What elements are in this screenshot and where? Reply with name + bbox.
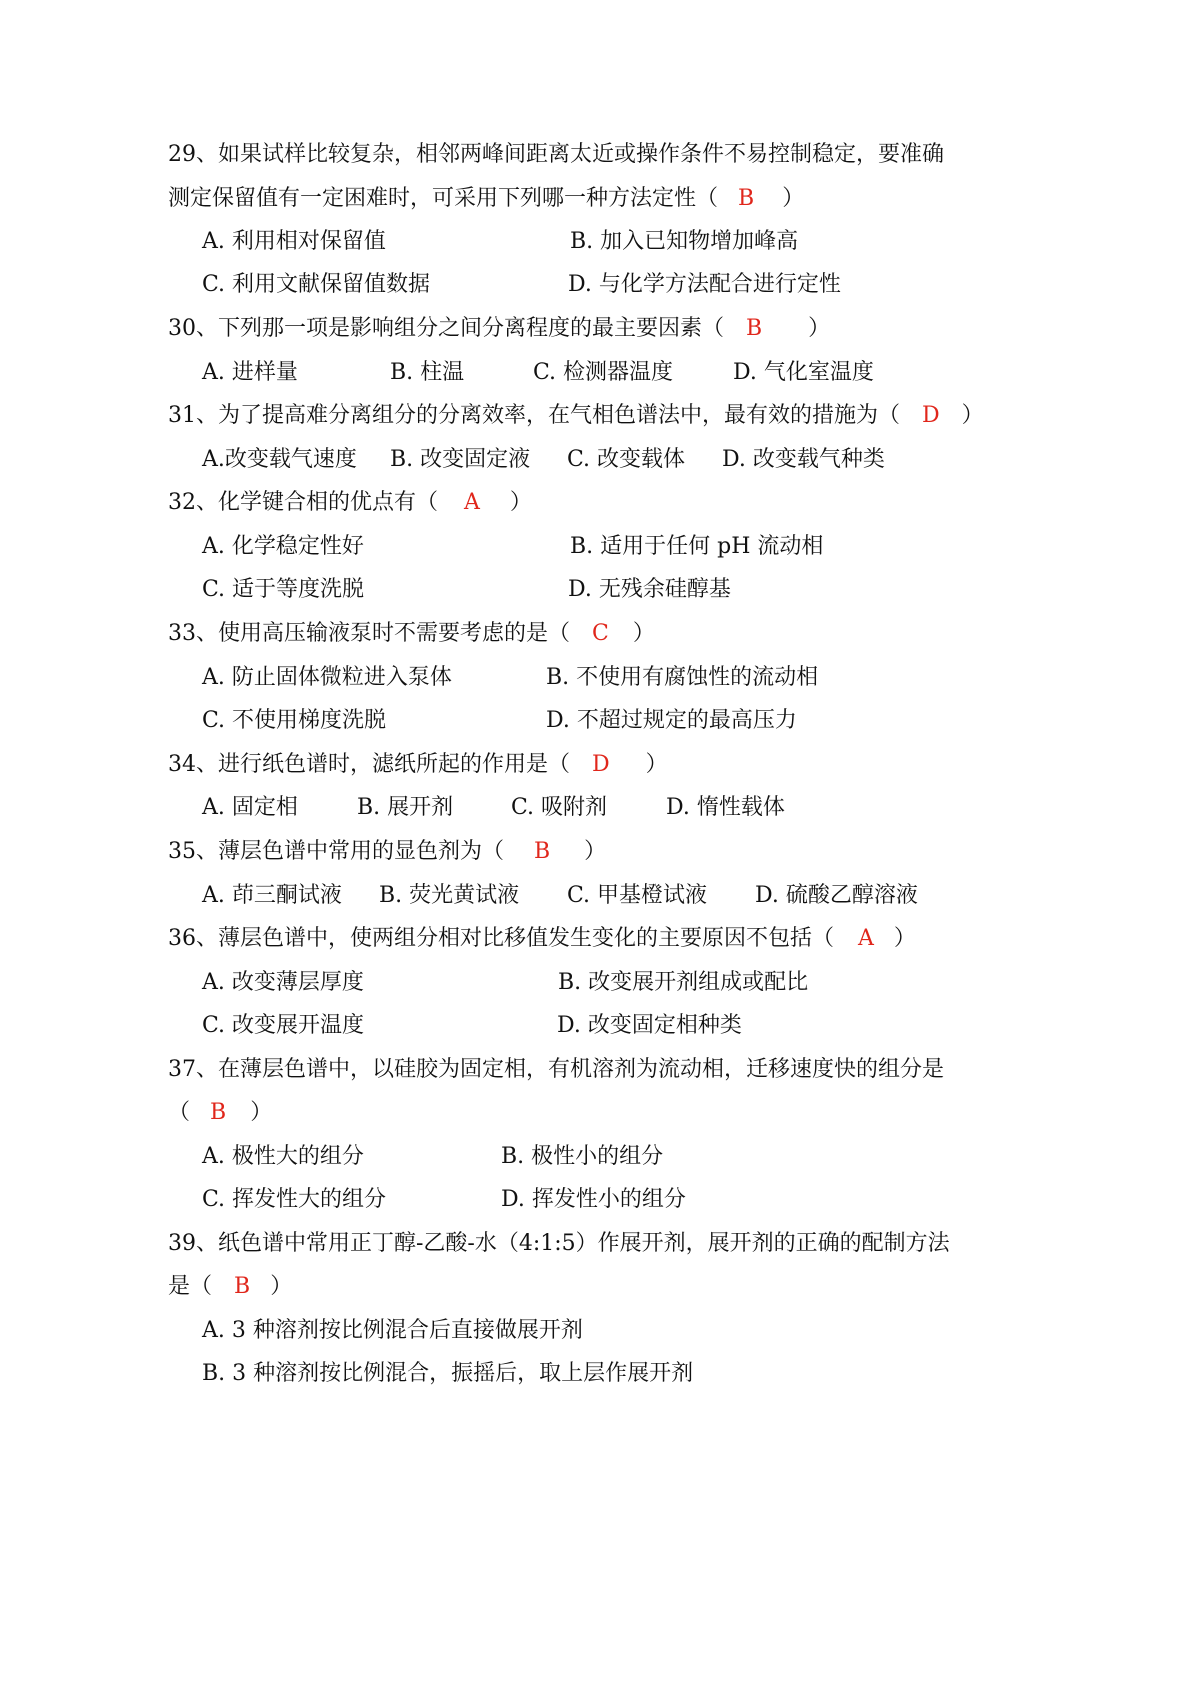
question-33-text: 33、使用高压输液泵时不需要考虑的是（ [168, 621, 570, 646]
question-39-close-paren: ） [270, 1274, 293, 1299]
question-32-option-d: D. 无残余硅醇基 [568, 577, 731, 602]
question-37-open-paren: （ [168, 1100, 191, 1125]
question-32-close-paren: ） [509, 490, 532, 515]
question-29-option-b: B. 加入已知物增加峰高 [570, 229, 799, 254]
question-37-close-paren: ） [250, 1100, 273, 1125]
question-37-options-row-1 [0, 1137, 1191, 1177]
question-31-close-paren: ） [961, 403, 984, 428]
question-31-option-a: A.改变载气速度 [202, 447, 357, 472]
question-29-option-c: C. 利用文献保留值数据 [202, 272, 431, 297]
question-29-line-2 [168, 179, 804, 219]
question-35-option-a: A. 茚三酮试液 [202, 883, 342, 908]
question-33-close-paren: ） [632, 621, 655, 646]
question-30-line [168, 309, 830, 349]
question-35-option-b: B. 荧光黄试液 [379, 883, 520, 908]
question-34-text: 34、进行纸色谱时，滤纸所起的作用是（ [168, 752, 570, 777]
question-31-options-row [0, 440, 1191, 480]
question-30-close-paren: ） [808, 316, 831, 341]
question-31-option-d: D. 改变载气种类 [722, 447, 885, 472]
question-39-text-cont: 是（ [168, 1274, 213, 1299]
question-36-option-c: C. 改变展开温度 [202, 1013, 365, 1038]
question-37-option-c: C. 挥发性大的组分 [202, 1187, 387, 1212]
question-29-options-row-1 [0, 222, 1191, 262]
question-30-option-b: B. 柱温 [390, 360, 465, 385]
question-33-option-d: D. 不超过规定的最高压力 [546, 708, 797, 733]
question-36-options-row-2 [0, 1006, 1191, 1046]
question-30-text: 30、下列那一项是影响组分之间分离程度的最主要因素（ [168, 316, 724, 341]
question-34-options-row [0, 788, 1191, 828]
question-33-option-a: A. 防止固体微粒进入泵体 [202, 665, 452, 690]
question-39-line-1 [168, 1224, 950, 1264]
question-34-option-d: D. 惰性载体 [666, 795, 785, 820]
question-39-option-b: B. 3 种溶剂按比例混合，振摇后，取上层作展开剂 [202, 1361, 694, 1386]
question-36-option-a: A. 改变薄层厚度 [202, 970, 364, 995]
question-37-option-b: B. 极性小的组分 [501, 1144, 664, 1169]
question-36-line [168, 919, 916, 959]
question-37-line-2 [168, 1093, 272, 1133]
question-34-answer: D [592, 752, 610, 777]
question-39-answer: B [234, 1274, 251, 1299]
question-34-close-paren: ） [645, 752, 668, 777]
question-33-line [168, 614, 655, 654]
question-34-option-c: C. 吸附剂 [511, 795, 608, 820]
question-33-answer: C [592, 621, 609, 646]
question-32-option-c: C. 适于等度洗脱 [202, 577, 365, 602]
question-30-option-c: C. 检测器温度 [533, 360, 674, 385]
question-39-option-a: A. 3 种溶剂按比例混合后直接做展开剂 [202, 1318, 583, 1343]
question-37-answer: B [210, 1100, 227, 1125]
question-34-option-b: B. 展开剂 [357, 795, 454, 820]
question-29-close-paren: ） [782, 186, 805, 211]
question-32-text: 32、化学键合相的优点有（ [168, 490, 438, 515]
question-32-option-a: A. 化学稳定性好 [202, 534, 364, 559]
question-30-answer: B [746, 316, 763, 341]
question-30-options-row [0, 353, 1191, 393]
question-32-options-row-2 [0, 570, 1191, 610]
question-36-options-row-1 [0, 963, 1191, 1003]
question-39-text: 39、纸色谱中常用正丁醇-乙酸-水（4:1:5）作展开剂，展开剂的正确的配制方法 [168, 1231, 950, 1256]
question-39-line-2 [168, 1267, 292, 1307]
question-29-text-cont: 测定保留值有一定困难时，可采用下列哪一种方法定性（ [168, 186, 719, 211]
question-32-answer: A [464, 490, 480, 515]
question-35-line [168, 832, 606, 872]
question-30-option-d: D. 气化室温度 [733, 360, 874, 385]
question-35-option-d: D. 硫酸乙醇溶液 [755, 883, 918, 908]
question-32-line [168, 483, 532, 523]
question-36-text: 36、薄层色谱中，使两组分相对比移值发生变化的主要原因不包括（ [168, 926, 834, 951]
question-29-option-d: D. 与化学方法配合进行定性 [568, 272, 841, 297]
question-34-line [168, 745, 668, 785]
question-33-options-row-2 [0, 701, 1191, 741]
question-29-option-a: A. 利用相对保留值 [202, 229, 386, 254]
question-32-option-b: B. 适用于任何 pH 流动相 [570, 534, 824, 559]
question-35-options-row [0, 876, 1191, 916]
question-33-option-b: B. 不使用有腐蚀性的流动相 [546, 665, 819, 690]
question-29-answer: B [738, 186, 755, 211]
question-34-option-a: A. 固定相 [202, 795, 298, 820]
question-31-text: 31、为了提高难分离组分的分离效率，在气相色谱法中，最有效的措施为（ [168, 403, 900, 428]
question-33-options-row-1 [0, 658, 1191, 698]
question-35-option-c: C. 甲基橙试液 [567, 883, 708, 908]
question-36-close-paren: ） [893, 926, 916, 951]
question-35-text: 35、薄层色谱中常用的显色剂为（ [168, 839, 504, 864]
question-31-option-c: C. 改变载体 [567, 447, 686, 472]
question-37-option-d: D. 挥发性小的组分 [501, 1187, 686, 1212]
question-35-close-paren: ） [584, 839, 607, 864]
question-29-options-row-2 [0, 265, 1191, 305]
question-29-text: 29、如果试样比较复杂，相邻两峰间距离太近或操作条件不易控制稳定，要准确 [168, 142, 944, 167]
question-30-option-a: A. 进样量 [202, 360, 298, 385]
question-35-answer: B [534, 839, 551, 864]
question-31-option-b: B. 改变固定液 [390, 447, 531, 472]
question-37-text: 37、在薄层色谱中，以硅胶为固定相，有机溶剂为流动相，迁移速度快的组分是 [168, 1057, 944, 1082]
question-37-option-a: A. 极性大的组分 [202, 1144, 364, 1169]
question-36-answer: A [858, 926, 874, 951]
question-31-line [168, 396, 984, 436]
question-32-options-row-1 [0, 527, 1191, 567]
question-37-line-1 [168, 1050, 944, 1090]
question-29-line-1 [168, 135, 944, 175]
question-36-option-d: D. 改变固定相种类 [557, 1013, 742, 1038]
question-33-option-c: C. 不使用梯度洗脱 [202, 708, 387, 733]
question-37-options-row-2 [0, 1180, 1191, 1220]
question-31-answer: D [922, 403, 940, 428]
question-36-option-b: B. 改变展开剂组成或配比 [558, 970, 809, 995]
